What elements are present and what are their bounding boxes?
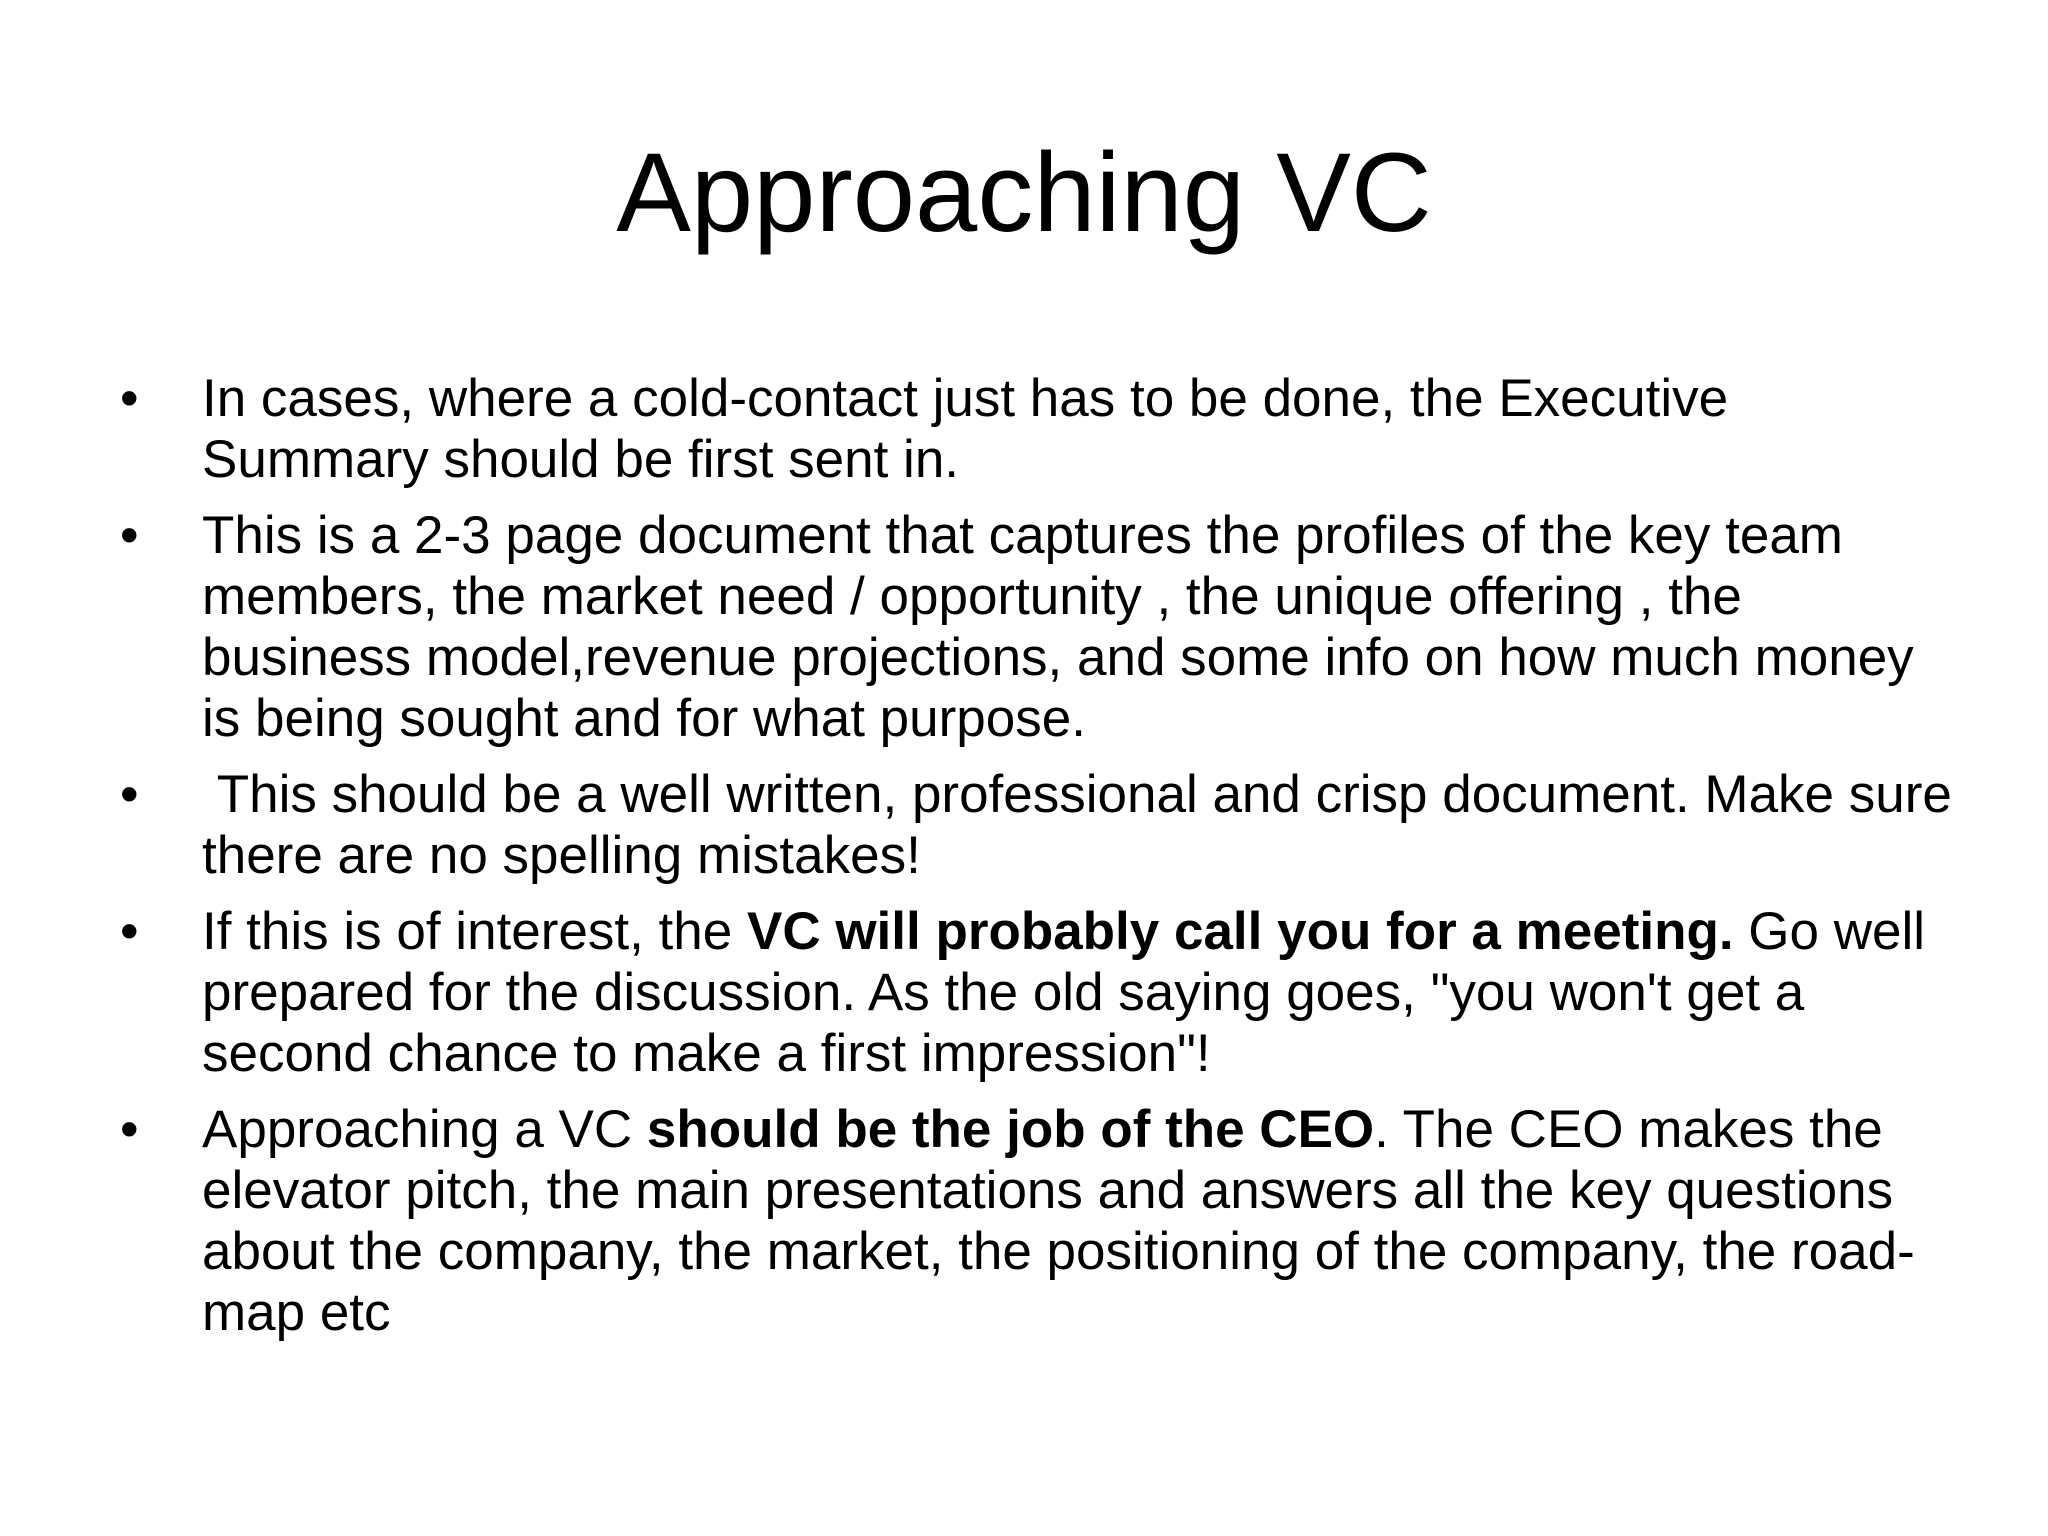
bullet-item (120, 505, 1960, 749)
slide-title: Approaching VC (616, 130, 1432, 255)
bullet-text (202, 902, 1925, 1083)
bullet-text (202, 506, 1914, 748)
bullet-item (120, 368, 1960, 490)
bullet-text (202, 765, 1967, 885)
bullet-text-part: Approaching a VC (202, 1100, 647, 1159)
bullet-text-emphasis: VC will probably call you for a meeting. (746, 902, 1734, 961)
bullet-item (120, 764, 1967, 886)
bullet-text-part: This should be a well written, professional and crisp document. Make sure there are no spelling mistakes! (202, 765, 1967, 885)
bullet-icon: • (120, 506, 139, 565)
bullet-text (202, 1100, 1915, 1342)
bullet-icon: • (120, 902, 139, 961)
bullet-text-part: This is a 2-3 page document that captures the profiles of the key team members, the market need / opportunity , the unique offering , the business model,revenue projections, and some info on how much money is being sought and for what purpose. (202, 506, 1914, 748)
bullet-text-part: Go well prepared for the discussion. As the old saying goes, "you won't get a second chance to make a first impression"! (202, 902, 1926, 1083)
bullet-item (120, 901, 1960, 1084)
bullet-icon: • (120, 369, 139, 428)
bullet-text-part: . The CEO makes the elevator pitch, the main presentations and answers all the key questions about the company, the market, the positioning of the company, the road-map etc (202, 1100, 1915, 1342)
bullet-text-part: In cases, where a cold-contact just has to be done, the Executive Summary should be first sent in. (202, 369, 1729, 489)
bullet-icon: • (120, 1100, 139, 1159)
bullet-text-emphasis: should be the job of the CEO (646, 1100, 1375, 1159)
bullet-item (120, 1099, 1960, 1343)
bullet-icon: • (120, 765, 139, 824)
bullet-text-part: If this is of interest, the (202, 902, 747, 961)
bullet-text (202, 369, 1728, 489)
bullet-list (120, 368, 1967, 1358)
